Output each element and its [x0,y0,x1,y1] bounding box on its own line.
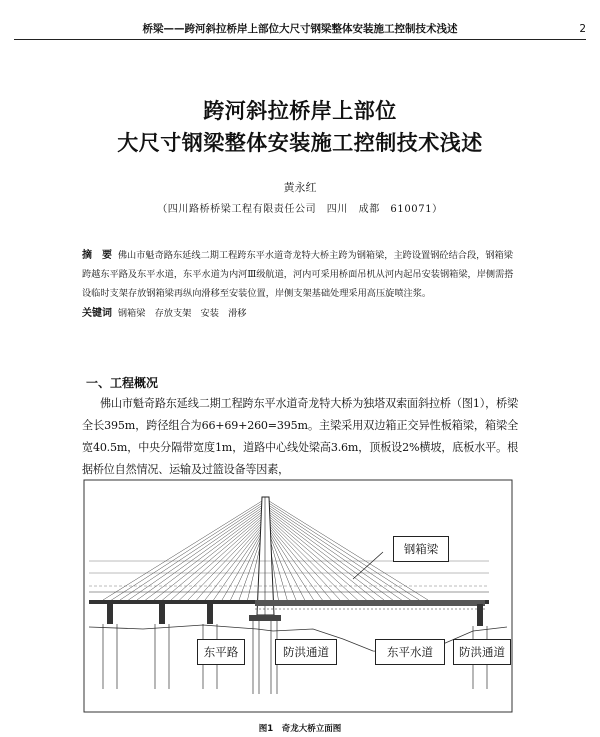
section-heading: 一、工程概况 [86,376,159,390]
abstract-label: 摘 要 [82,250,112,261]
label-flood-channel-1: 防洪通道 [275,639,337,665]
running-title: 桥梁——跨河斜拉桥岸上部位大尺寸钢梁整体安装施工控制技术浅述 [142,23,458,35]
keywords [82,304,522,319]
paper-title-line1: 跨河斜拉桥岸上部位 [203,99,397,123]
section-body: 佛山市魁奇路东延线二期工程跨东平水道奇龙特大桥为独塔双索面斜拉桥（图1），桥梁全长395m，跨径组合为66+69+260=395m。主梁采用双边箱正交异性板箱梁，箱梁全宽40.5m，中央分隔带宽度1m，道路中心线处梁高3.6m，顶板设2%横坡，底板水平。根据桥位自然情况、运输及过篮设备等因素， [82,397,518,476]
bridge-drawing [83,479,513,713]
keywords-text: 钢箱梁 存放支架 安装 滑移 [117,308,247,319]
figure-caption: 图1 奇龙大桥立面图 [258,724,342,734]
abstract [82,246,522,303]
running-header [14,21,586,40]
paper-title-line2: 大尺寸钢梁整体安装施工控制技术浅述 [117,131,483,155]
author: 黄永红 [283,181,317,194]
label-dongping-road: 东平路 [197,639,245,665]
label-flood-channel-2: 防洪通道 [453,639,511,665]
bridge-elevation-figure [83,479,513,713]
label-steel-box-girder: 钢箱梁 [393,536,449,562]
label-dongping-waterway: 东平水道 [375,639,445,665]
abstract-text: 佛山市魁奇路东延线二期工程跨东平水道奇龙特大桥主跨为钢箱梁，主跨设置钢砼结合段，钢箱梁跨越东平路及东平水道，东平水道为内河Ⅲ级航道，河内可采用桥面吊机从河内起吊安装钢箱梁，岸侧需搭设临时支架存放钢箱梁再纵向滑移至安装位置，岸侧支架基础处理采用高压旋喷注浆。 [82,250,514,299]
page-number: 2 [579,23,586,35]
affiliation: （四川路桥桥梁工程有限责任公司 四川 成都 610071） [157,204,443,215]
keywords-label: 关键词 [82,308,112,319]
